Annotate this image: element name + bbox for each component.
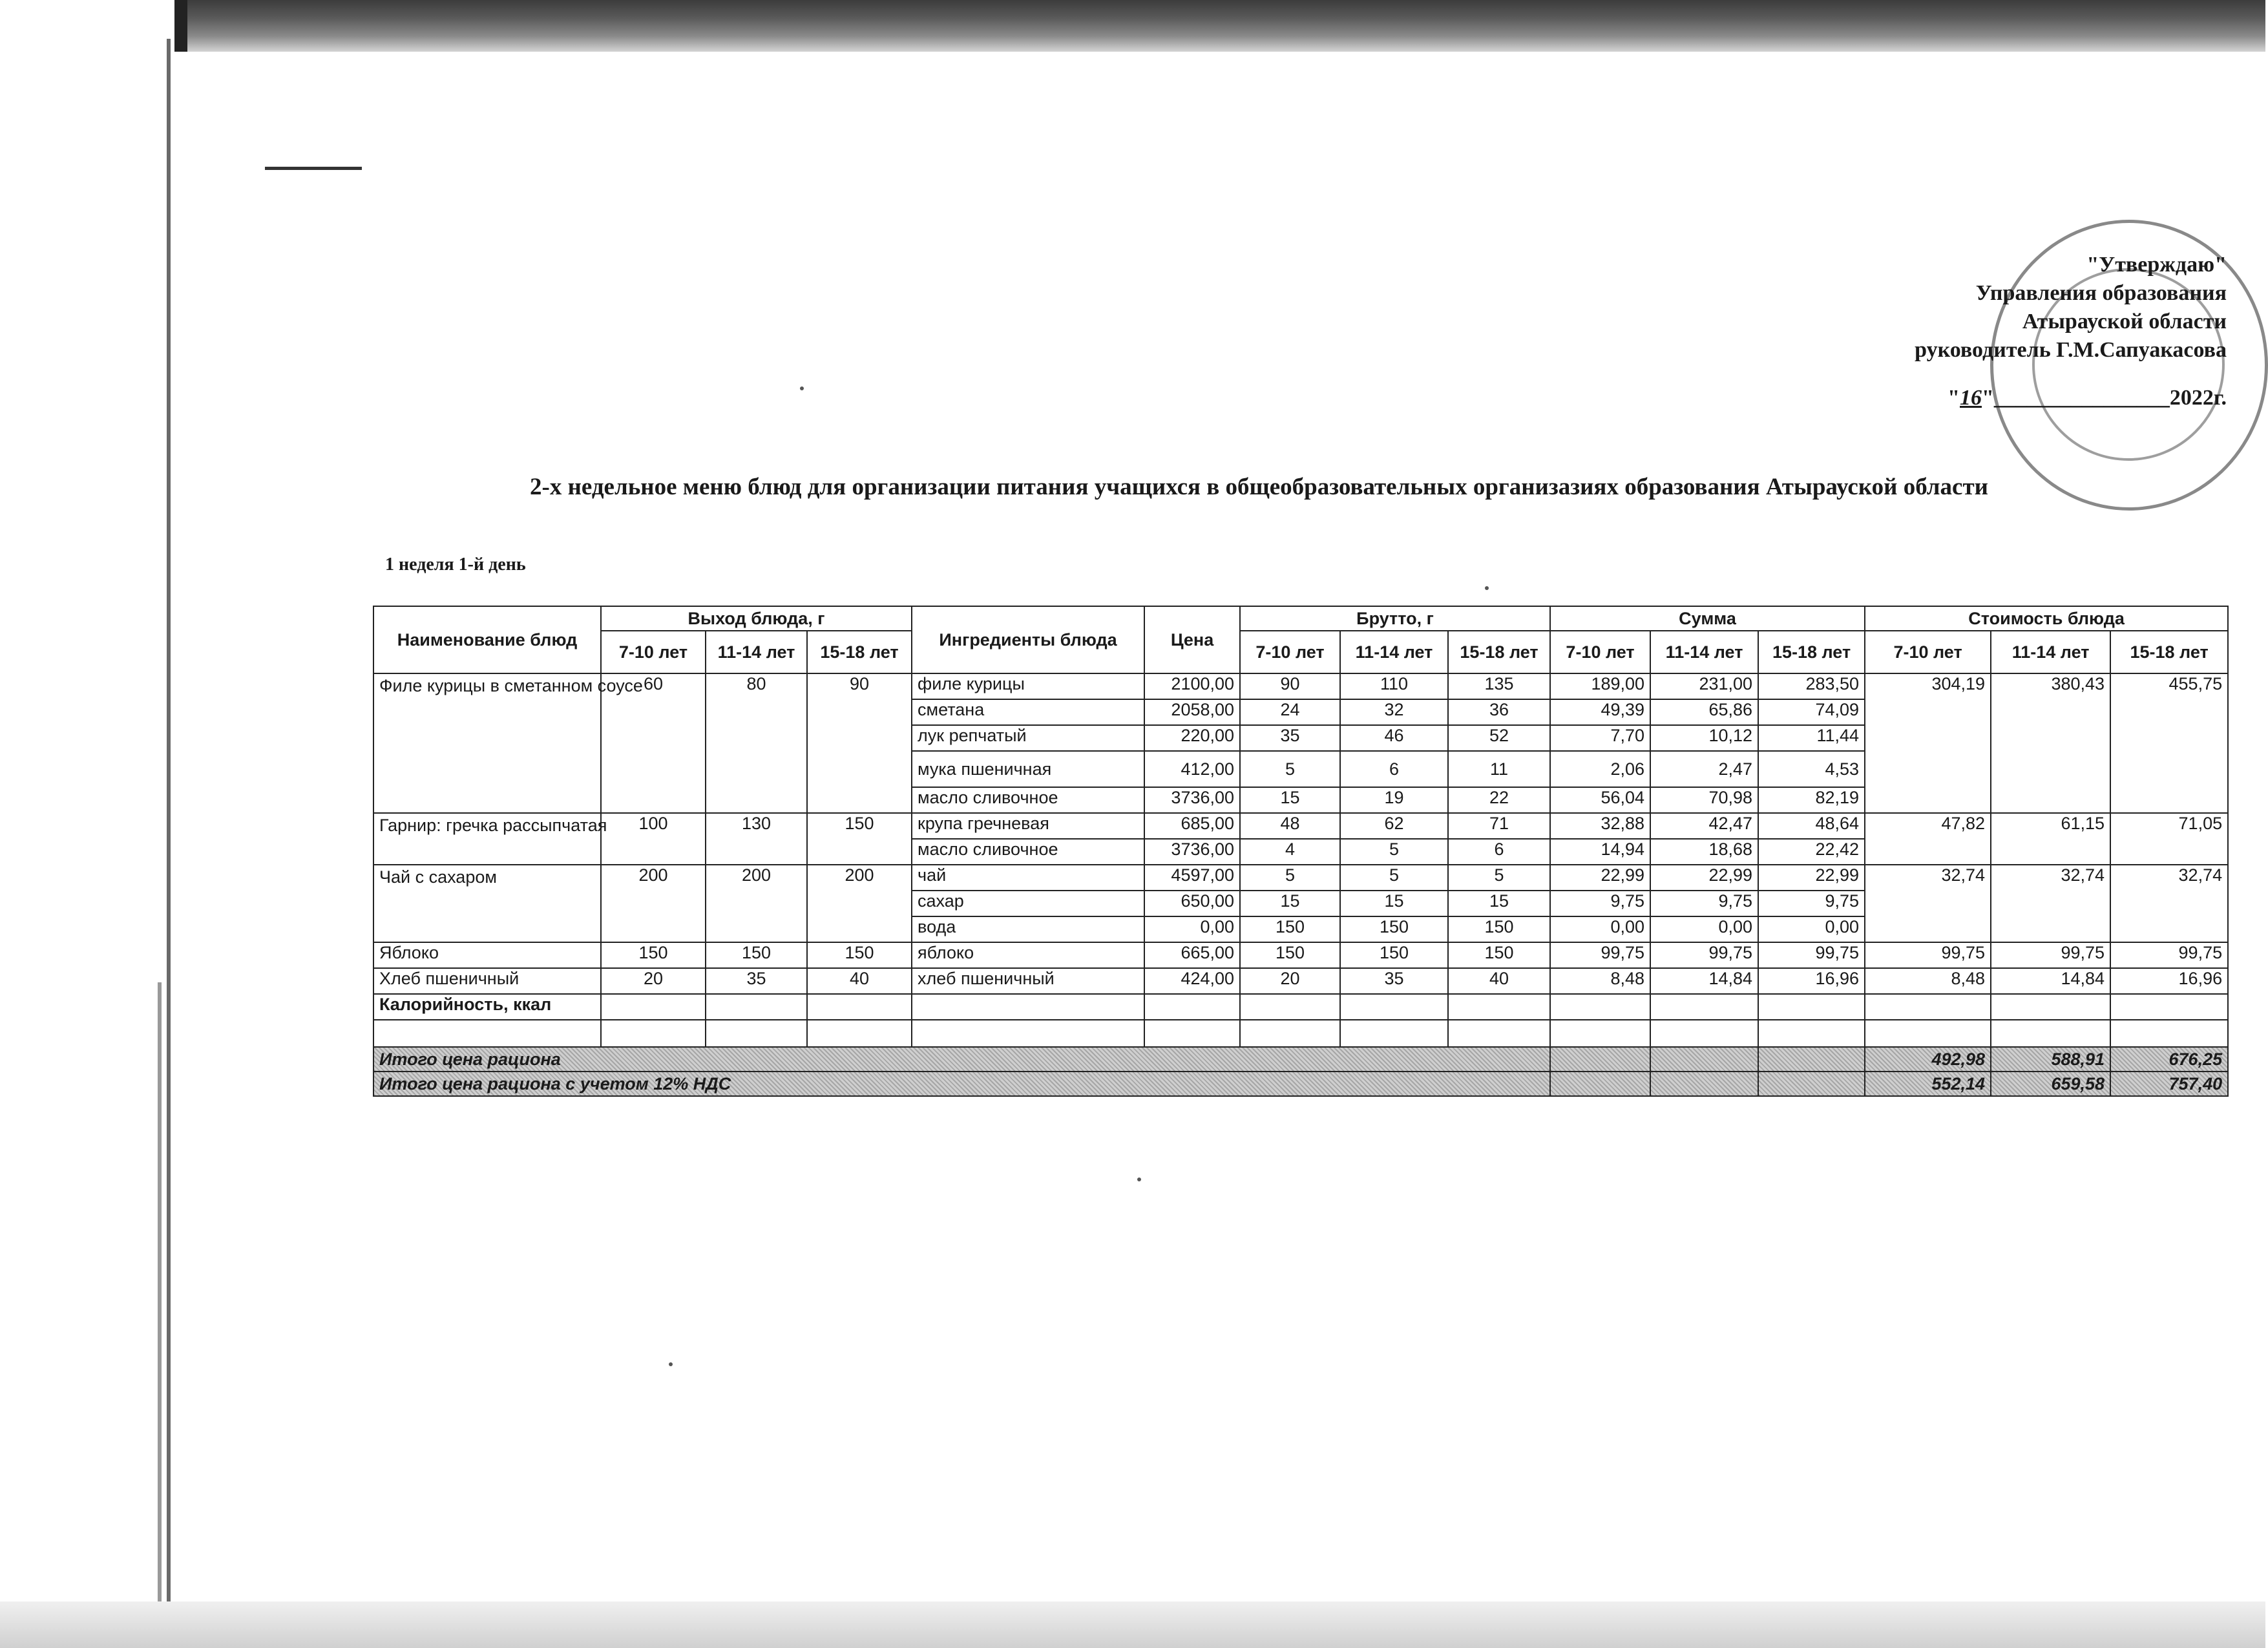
sum-value: 0,00 [1650, 916, 1758, 942]
empty-cell [807, 1020, 912, 1047]
brutto-value: 15 [1240, 891, 1340, 916]
dish-cost: 8,48 [1865, 968, 1991, 994]
table-row [373, 865, 2228, 891]
brutto-value: 35 [1340, 968, 1448, 994]
empty-cell [1650, 1047, 1758, 1072]
total-value: 492,98 [1865, 1047, 1991, 1072]
table-row [373, 968, 2228, 994]
dish-cost: 99,75 [1991, 942, 2110, 968]
ingredient-price: 424,00 [1144, 968, 1240, 994]
sum-value: 16,96 [1758, 968, 1865, 994]
sum-value: 4,53 [1758, 751, 1865, 787]
header-output-age-15-18: 15-18 лет [807, 631, 912, 673]
dish-output: 90 [807, 673, 912, 813]
dish-output: 150 [601, 942, 706, 968]
ingredient-name: масло сливочное [912, 787, 1144, 813]
scan-speck [669, 1362, 673, 1366]
sum-value: 42,47 [1650, 813, 1758, 839]
table-row [373, 813, 2228, 839]
sum-value: 14,94 [1550, 839, 1650, 865]
scan-top-shadow [174, 0, 2265, 52]
sum-value: 7,70 [1550, 725, 1650, 751]
sum-value: 56,04 [1550, 787, 1650, 813]
total-with-vat-value: 659,58 [1991, 1072, 2110, 1096]
table-row [373, 673, 2228, 699]
brutto-value: 46 [1340, 725, 1448, 751]
header-cost-age-11-14: 11-14 лет [1991, 631, 2110, 673]
dish-output: 150 [807, 813, 912, 865]
empty-cell [807, 994, 912, 1020]
dish-cost: 455,75 [2110, 673, 2228, 813]
empty-cell [1550, 1047, 1650, 1072]
empty-cell [1550, 1072, 1650, 1096]
ingredient-name: масло сливочное [912, 839, 1144, 865]
sum-value: 0,00 [1550, 916, 1650, 942]
dish-cost: 71,05 [2110, 813, 2228, 865]
scan-top-notch [174, 0, 187, 52]
week-day-label: 1 неделя 1-й день [385, 555, 526, 575]
sum-value: 9,75 [1650, 891, 1758, 916]
header-cost: Стоимость блюда [1865, 606, 2228, 631]
brutto-value: 150 [1240, 916, 1340, 942]
ingredient-price: 665,00 [1144, 942, 1240, 968]
brutto-value: 52 [1448, 725, 1550, 751]
dish-output: 40 [807, 968, 912, 994]
header-brutto-age-11-14: 11-14 лет [1340, 631, 1448, 673]
approval-line-2: Управления образования [1975, 281, 2227, 305]
total-with-vat-value: 552,14 [1865, 1072, 1991, 1096]
empty-cell [1991, 1020, 2110, 1047]
header-cost-age-7-10: 7-10 лет [1865, 631, 1991, 673]
brutto-value: 135 [1448, 673, 1550, 699]
empty-cell [1650, 1020, 1758, 1047]
dish-cost: 304,19 [1865, 673, 1991, 813]
brutto-value: 20 [1240, 968, 1340, 994]
ingredient-name: хлеб пшеничный [912, 968, 1144, 994]
sum-value: 0,00 [1758, 916, 1865, 942]
dish-output: 60 [601, 673, 706, 813]
empty-cell [1240, 994, 1340, 1020]
ingredient-name: чай [912, 865, 1144, 891]
calories-label: Калорийность, ккал [373, 994, 601, 1020]
brutto-value: 15 [1448, 891, 1550, 916]
header-brutto: Брутто, г [1240, 606, 1550, 631]
sum-value: 48,64 [1758, 813, 1865, 839]
scan-speck [800, 386, 804, 390]
brutto-value: 62 [1340, 813, 1448, 839]
empty-cell [1650, 1072, 1758, 1096]
ingredient-name: сметана [912, 699, 1144, 725]
dish-name: Хлеб пшеничный [373, 968, 601, 994]
total-with-vat-row [373, 1072, 2228, 1096]
total-value: 588,91 [1991, 1047, 2110, 1072]
sum-value: 10,12 [1650, 725, 1758, 751]
sum-value: 70,98 [1650, 787, 1758, 813]
empty-cell [1758, 1020, 1865, 1047]
dish-cost: 99,75 [2110, 942, 2228, 968]
empty-cell [1240, 1020, 1340, 1047]
dish-output: 20 [601, 968, 706, 994]
sum-value: 14,84 [1650, 968, 1758, 994]
dish-output: 200 [706, 865, 807, 942]
dish-output: 150 [807, 942, 912, 968]
sum-value: 231,00 [1650, 673, 1758, 699]
dish-cost: 32,74 [1991, 865, 2110, 942]
scan-left-edge-secondary [158, 982, 162, 1603]
dish-name: Яблоко [373, 942, 601, 968]
brutto-value: 40 [1448, 968, 1550, 994]
ingredient-price: 220,00 [1144, 725, 1240, 751]
ingredient-name: крупа гречневая [912, 813, 1144, 839]
dish-cost: 16,96 [2110, 968, 2228, 994]
sum-value: 2,47 [1650, 751, 1758, 787]
sum-value: 32,88 [1550, 813, 1650, 839]
brutto-value: 5 [1448, 865, 1550, 891]
empty-cell [1340, 994, 1448, 1020]
empty-cell [1448, 1020, 1550, 1047]
sum-value: 65,86 [1650, 699, 1758, 725]
dish-cost: 32,74 [2110, 865, 2228, 942]
header-sum-age-15-18: 15-18 лет [1758, 631, 1865, 673]
sum-value: 9,75 [1550, 891, 1650, 916]
ingredient-name: сахар [912, 891, 1144, 916]
brutto-value: 5 [1240, 865, 1340, 891]
brutto-value: 19 [1340, 787, 1448, 813]
empty-cell [912, 1020, 1144, 1047]
calories-row [373, 994, 2228, 1020]
brutto-value: 15 [1340, 891, 1448, 916]
ingredient-price: 2058,00 [1144, 699, 1240, 725]
approval-block [1645, 251, 2227, 412]
header-dish-name: Наименование блюд [373, 606, 601, 673]
header-ingredients: Ингредиенты блюда [912, 606, 1144, 673]
document-title: 2-х недельное меню блюд для организации питания учащихся в общеобразовательных организазиях образования Атырауской области [530, 474, 1988, 500]
header-brutto-age-15-18: 15-18 лет [1448, 631, 1550, 673]
sum-value: 22,99 [1550, 865, 1650, 891]
dish-name: Чай с сахаром [373, 865, 601, 942]
dish-cost: 14,84 [1991, 968, 2110, 994]
dish-cost: 99,75 [1865, 942, 1991, 968]
brutto-value: 22 [1448, 787, 1550, 813]
dish-output: 200 [807, 865, 912, 942]
ingredient-name: яблоко [912, 942, 1144, 968]
sum-value: 9,75 [1758, 891, 1865, 916]
scan-speck [1485, 586, 1489, 590]
sum-value: 99,75 [1758, 942, 1865, 968]
dish-cost: 32,74 [1865, 865, 1991, 942]
empty-cell [912, 994, 1144, 1020]
dish-output: 80 [706, 673, 807, 813]
dish-output: 100 [601, 813, 706, 865]
empty-cell [373, 1020, 601, 1047]
sum-value: 74,09 [1758, 699, 1865, 725]
header-output: Выход блюда, г [601, 606, 912, 631]
dish-output: 150 [706, 942, 807, 968]
ingredient-name: мука пшеничная [912, 751, 1144, 787]
empty-cell [1758, 1072, 1865, 1096]
empty-cell [1991, 994, 2110, 1020]
brutto-value: 48 [1240, 813, 1340, 839]
dish-name: Филе курицы в сметанном соусе [373, 673, 601, 813]
dish-cost: 61,15 [1991, 813, 2110, 865]
ingredient-price: 412,00 [1144, 751, 1240, 787]
brutto-value: 15 [1240, 787, 1340, 813]
empty-cell [1865, 1020, 1991, 1047]
sum-value: 189,00 [1550, 673, 1650, 699]
scan-speck [1137, 1178, 1141, 1181]
empty-cell [2110, 1020, 2228, 1047]
scan-bottom-shadow [0, 1601, 2265, 1648]
empty-cell [1865, 994, 1991, 1020]
sum-value: 99,75 [1650, 942, 1758, 968]
sum-value: 22,99 [1758, 865, 1865, 891]
menu-table [373, 606, 2229, 1097]
header-output-age-7-10: 7-10 лет [601, 631, 706, 673]
brutto-value: 150 [1240, 942, 1340, 968]
brutto-value: 110 [1340, 673, 1448, 699]
brutto-value: 35 [1240, 725, 1340, 751]
empty-cell [1144, 994, 1240, 1020]
empty-cell [601, 1020, 706, 1047]
empty-cell [1550, 994, 1650, 1020]
empty-cell [2110, 994, 2228, 1020]
header-price: Цена [1144, 606, 1240, 673]
sum-value: 22,99 [1650, 865, 1758, 891]
header-sum-age-11-14: 11-14 лет [1650, 631, 1758, 673]
table-row [373, 942, 2228, 968]
brutto-value: 4 [1240, 839, 1340, 865]
ingredient-price: 650,00 [1144, 891, 1240, 916]
header-output-age-11-14: 11-14 лет [706, 631, 807, 673]
empty-row [373, 1020, 2228, 1047]
total-with-vat-value: 757,40 [2110, 1072, 2228, 1096]
dish-name: Гарнир: гречка рассыпчатая [373, 813, 601, 865]
total-value: 676,25 [2110, 1047, 2228, 1072]
brutto-value: 5 [1240, 751, 1340, 787]
brutto-value: 6 [1340, 751, 1448, 787]
sum-value: 2,06 [1550, 751, 1650, 787]
empty-cell [1144, 1020, 1240, 1047]
empty-cell [706, 994, 807, 1020]
brutto-value: 32 [1340, 699, 1448, 725]
ingredient-price: 4597,00 [1144, 865, 1240, 891]
dish-output: 130 [706, 813, 807, 865]
empty-cell [1650, 994, 1758, 1020]
dish-cost: 47,82 [1865, 813, 1991, 865]
approval-date-year: 2022г. [2169, 386, 2227, 410]
sum-value: 8,48 [1550, 968, 1650, 994]
total-row [373, 1047, 2228, 1072]
ingredient-price: 685,00 [1144, 813, 1240, 839]
brutto-value: 71 [1448, 813, 1550, 839]
ingredient-name: лук репчатый [912, 725, 1144, 751]
sum-value: 283,50 [1758, 673, 1865, 699]
dish-cost: 380,43 [1991, 673, 2110, 813]
brutto-value: 150 [1340, 916, 1448, 942]
ingredient-price: 2100,00 [1144, 673, 1240, 699]
sum-value: 11,44 [1758, 725, 1865, 751]
brutto-value: 6 [1448, 839, 1550, 865]
ingredient-price: 0,00 [1144, 916, 1240, 942]
empty-cell [1448, 994, 1550, 1020]
dish-output: 200 [601, 865, 706, 942]
brutto-value: 150 [1448, 916, 1550, 942]
ingredient-price: 3736,00 [1144, 787, 1240, 813]
brutto-value: 150 [1448, 942, 1550, 968]
ingredient-name: вода [912, 916, 1144, 942]
header-brutto-age-7-10: 7-10 лет [1240, 631, 1340, 673]
scan-left-edge [167, 39, 171, 1603]
header-dash [265, 167, 362, 170]
sum-value: 18,68 [1650, 839, 1758, 865]
brutto-value: 11 [1448, 751, 1550, 787]
header-cost-age-15-18: 15-18 лет [2110, 631, 2228, 673]
empty-cell [1758, 994, 1865, 1020]
brutto-value: 150 [1340, 942, 1448, 968]
sum-value: 49,39 [1550, 699, 1650, 725]
brutto-value: 24 [1240, 699, 1340, 725]
empty-cell [1340, 1020, 1448, 1047]
header-sum-age-7-10: 7-10 лет [1550, 631, 1650, 673]
brutto-value: 5 [1340, 865, 1448, 891]
ingredient-price: 3736,00 [1144, 839, 1240, 865]
approval-date: "16"________________2022г. [1948, 386, 2227, 410]
empty-cell [601, 994, 706, 1020]
total-label: Итого цена рациона [373, 1047, 1550, 1072]
header-sum: Сумма [1550, 606, 1865, 631]
brutto-value: 36 [1448, 699, 1550, 725]
approval-line-4: руководитель Г.М.Сапуакасова [1915, 338, 2227, 362]
sum-value: 82,19 [1758, 787, 1865, 813]
empty-cell [1550, 1020, 1650, 1047]
ingredient-name: филе курицы [912, 673, 1144, 699]
empty-cell [1758, 1047, 1865, 1072]
empty-cell [706, 1020, 807, 1047]
brutto-value: 90 [1240, 673, 1340, 699]
approval-date-day: 16 [1960, 386, 1982, 410]
dish-output: 35 [706, 968, 807, 994]
approval-line-3: Атырауской области [2022, 310, 2227, 333]
sum-value: 99,75 [1550, 942, 1650, 968]
sum-value: 22,42 [1758, 839, 1865, 865]
total-with-vat-label: Итого цена рациона с учетом 12% НДС [373, 1072, 1550, 1096]
approval-line-1: "Утверждаю" [2086, 253, 2227, 277]
brutto-value: 5 [1340, 839, 1448, 865]
